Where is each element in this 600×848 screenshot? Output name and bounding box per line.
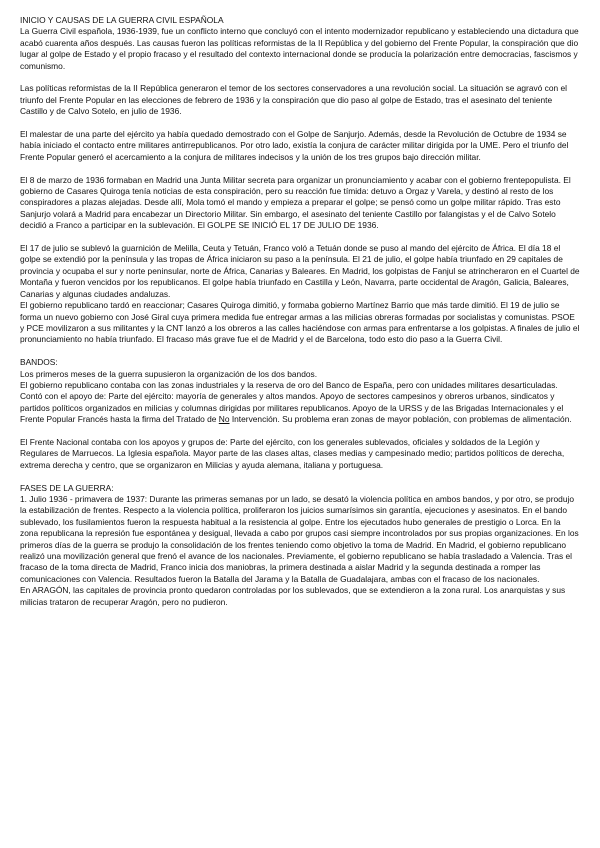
phase-one-paragraph: 1. Julio 1936 - primavera de 1937: Durante las primeras semanas por un lado, se desató la violencia política en ambos bandos, y por otro, se produjo la estabilización de frentes. Respecto a la violencia política, proliferaron los juicios sumarísimos sin garantía, ejecuciones y asesinatos. En el bando sublevado, los fusilamientos fueron la respuesta habitual a la resistencia al golpe. Entre los ejecutados hubo generales de prestigio o Lorca. En la zona republicana la represión fue espontánea y desigual, llevada a cabo por grupos casi siempre incontrolados por sus propias organizaciones. En los primeros días de la guerra se produjo la consolidación de los frentes teniendo como objetivo la toma de Madrid. En Madrid, el gobierno republicano realizó una movilización general que frenó el avance de los nacionales. Previamente, el gobierno republicano se había trasladado a Valencia. Tras el fracaso de la toma directa de Madrid, Franco inicia dos maniobras, la primera destinada a aislar Madrid y la segunda destinada a romper las comunicaciones con Valencia. Resultados fueron la Batalla del Jarama y la Batalla de Guadalajara, ambas con el fracaso de los nacionales. (20, 493, 579, 584)
document-title: INICIO Y CAUSAS DE LA GUERRA CIVIL ESPAÑOLA (20, 15, 224, 25)
republican-side-paragraph (20, 380, 580, 426)
bandos-heading: BANDOS: (20, 357, 58, 368)
aragon-paragraph: En ARAGÓN, las capitales de provincia pronto quedaron controladas por los sublevados, que se extendieron a la zona rural. Los anarquistas y sus milicias trataron de recuperar Aragón, pero no pudieron. (20, 585, 566, 607)
bandos-intro-paragraph: Los primeros meses de la guerra supusieron la organización de los dos bandos. (20, 368, 318, 379)
intro-paragraph: La Guerra Civil española, 1936-1939, fue un conflicto interno que concluyó con el intento modernizador republicano y estableciendo una dictadura que acabó cuarenta años después. Las causas fueron las políticas reformistas de la II República y del gobierno del Frente Popular, la conspiración que dio lugar al golpe de Estado y el propio fracaso y el resultado del contexto internacional donde se producía la polarización entre democracias, fascismos y comunismo. (20, 26, 579, 71)
document-page (20, 15, 580, 608)
uprising-paragraph: El 17 de julio se sublevó la guarnición de Melilla, Ceuta y Tetuán, Franco voló a Tetuán donde se puso al mando del ejército de África. El día 18 el golpe se extendió por la península y las tropas de África iniciaron su paso a la península. El 21 de julio, el golpe había triunfado en 29 capitales de provincia y ocupaba el sur y norte peninsular, norte de África, Canarias y Baleares. En Madrid, los golpistas de Fanjul se atrincheraron en el Cuartel de Montaña y fueron vencidos por los republicanos. El golpe había triunfado en Castilla y León, Navarra, parte occidental de Aragón, Galicia, Baleares, Canarias y algunas ciudades andaluzas. (20, 243, 580, 299)
republican-side-text-end: Intervención. Su problema eran zonas de mayor población, con problemas de alimentación. (229, 414, 572, 425)
underlined-word: No (218, 414, 230, 425)
fases-heading: FASES DE LA GUERRA: (20, 482, 114, 493)
military-junta-paragraph: El 8 de marzo de 1936 formaban en Madrid una Junta Militar secreta para organizar un pronunciamiento y acabar con el gobierno frentepopulista. El gobierno de Casares Quiroga tenía noticias de esta conspiración, pero su reacción fue tímida: detuvo a Orgaz y Varela, y destinó al resto de los conspiradores a plazas alejadas. Desde allí, Mola tomó el mando y empieza a preparar el golpe; se pensó como un golpe militar rápido. Tras esto Sanjurjo volará a Madrid para encabezar un Directorio Militar. Sin embargo, el asesinato del teniente Castillo por falangistas y el de Calvo Sotelo decidió a Franco a participar en la sublevación. El GOLPE SE INICIÓ EL 17 DE JULIO DE 1936. (20, 174, 571, 231)
reformist-policies-paragraph: Las políticas reformistas de la II República generaron el temor de los sectores conservadores a una revolución social. La situación se agravó con el triunfo del Frente Popular en las elecciones de febrero de 1936 y la conspiración que dio paso al golpe de Estado, tras el asesinato del teniente Castillo y de Calvo Sotelo, en julio de 1936. (20, 83, 567, 117)
army-discontent-paragraph: El malestar de una parte del ejército ya había quedado demostrado con el Golpe de Sanjurjo. Además, desde la Revolución de Octubre de 1934 se había iniciado el contacto entre militares antirrepublicanos. Por otro lado, existía la conjura de carácter militar dirigida por la UME. Pero el triunfo del Frente Popular generó el acercamiento a la conjura de militares indecisos y la unión de los tres grupos bajo dirección militar. (20, 129, 569, 162)
republican-side-text: El gobierno republicano contaba con las zonas industriales y la reserva de oro del Banco de España, pero con unidades militares desarticuladas. Contó con el apoyo de: Parte del ejército: mayoría de generales y altos mandos. Apoyo de sectores campesinos y obreros urbanos, sindicatos y partidos políticos organizados en milicias y columnas dirigidas por militares republicanos. Apoyo de la URSS y de las Brigadas Internacionales y el Frente Popular Francés hasta la firma del Tratado de (20, 379, 564, 425)
government-reaction-paragraph: El gobierno republicano tardó en reaccionar; Casares Quiroga dimitió, y formaba gobierno Martínez Barrio que más tarde dimitió. El 19 de julio se forma un nuevo gobierno con José Giral cuya primera medida fue entregar armas a las milicias obreras formadas por socialistas y comunistas. PSOE y PCE movilizaron a sus militantes y la CNT lanzó a los obreros a las calles haciéndose con armas para enfrentarse a los golpistas. A finales de julio el pronunciamiento no había triunfado. El fracaso más grave fue el de Madrid y el de Barcelona, todo esto dio paso a la Guerra Civil. (20, 300, 580, 345)
national-side-paragraph: El Frente Nacional contaba con los apoyos y grupos de: Parte del ejército, con los generales sublevados, oficiales y soldados de la Legión y Regulares de Marruecos. La Iglesia española. Mayor parte de las clases altas, clases medias y campesinado medio; partidos políticos de derecha, extrema derecha y centro, que se organizaron en Milicias y ayuda alemana, italiana y portuguesa. (20, 436, 565, 470)
